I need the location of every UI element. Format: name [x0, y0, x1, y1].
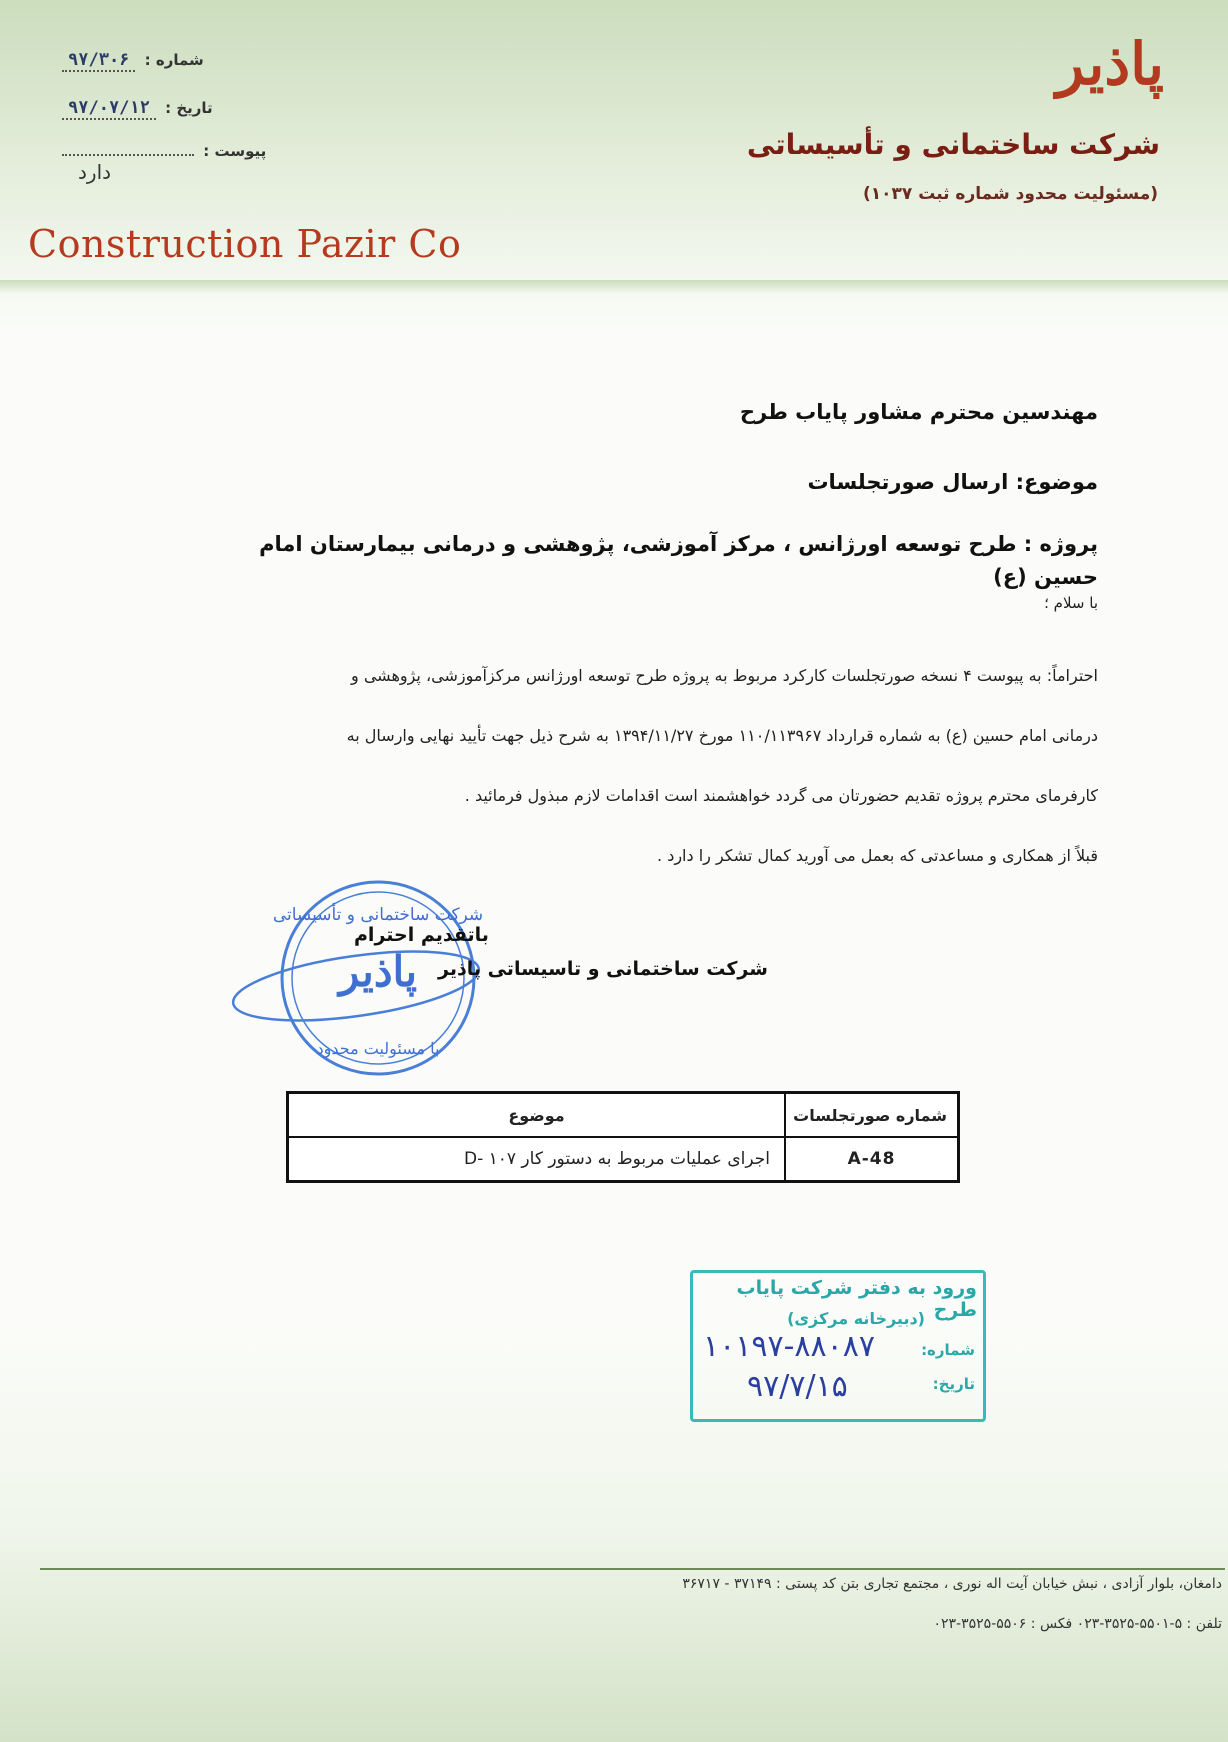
- letter-number-value: ۹۷/۳۰۶: [62, 50, 135, 72]
- closing: باتقدیم احترام: [354, 924, 489, 946]
- header-minutes-number: شماره صورتجلسات: [785, 1093, 958, 1137]
- letter-attachment-row: [62, 142, 266, 160]
- table-header-row: [288, 1093, 958, 1137]
- footer-phones: تلفن : ۵-۵۵۰۱-۳۵۲۵-۰۲۳ فکس : ۵۵۰۶-۳۵۲۵-۰۲۳: [933, 1616, 1222, 1632]
- company-registration: (مسئولیت محدود شماره ثبت ۱۰۳۷): [862, 184, 1158, 204]
- minutes-subject: اجرای عملیات مربوط به دستور کار ۱۰۷ -D: [288, 1137, 785, 1181]
- letter-attachment-label: پیوست :: [203, 142, 267, 160]
- letter-number-label: شماره :: [144, 51, 204, 69]
- company-seal: [228, 868, 498, 1098]
- addressee: مهندسین محترم مشاور پایاب طرح: [739, 400, 1098, 424]
- project-title: پروژه : طرح توسعه اورژانس ، مرکز آموزشی، پژوهشی و درمانی بیمارستان امام حسین (ع): [259, 532, 1098, 589]
- body-line: درمانی امام حسین (ع) به شماره قرارداد ۱۱۰/۱۱۳۹۶۷ مورخ ۱۳۹۴/۱۱/۲۷ به شرح ذیل جهت تأیید نهایی وارسال به: [346, 726, 1098, 745]
- letter-date-row: [62, 98, 213, 120]
- header-divider: [0, 280, 1228, 294]
- footer-divider: [40, 1568, 1225, 1570]
- body-line: کارفرمای محترم پروژه تقدیم حضورتان می گردد خواهشمند است اقدامات لازم مبذول فرمائید .: [464, 786, 1098, 805]
- seal-line-1: شرکت ساختمانی و تأسیساتی: [272, 905, 484, 925]
- letter-date-value: ۹۷/۰۷/۱۲: [62, 98, 156, 120]
- receipt-number-value: ۱۰۱۹۷-۸۸۰۸۷: [703, 1329, 875, 1364]
- letter-attachment-value: دارد: [78, 160, 112, 184]
- body-line: احتراماً: به پیوست ۴ نسخه صورتجلسات کارکرد مربوط به پروژه طرح توسعه اورژانس مرکزآموزشی، پژوهشی و: [351, 666, 1098, 685]
- receipt-date-value: ۹۷/۷/۱۵: [747, 1369, 848, 1404]
- receipt-number-label: شماره:: [921, 1341, 975, 1359]
- minutes-number: A-48: [785, 1137, 958, 1181]
- header-subject: موضوع: [288, 1093, 785, 1137]
- letter-body: [88, 646, 1098, 886]
- greeting: با سلام ؛: [1044, 594, 1098, 612]
- minutes-table: [287, 1092, 959, 1182]
- letter-attachment-line: [62, 154, 194, 156]
- receipt-subtitle: (دبیرخانه مرکزی): [787, 1309, 925, 1328]
- signature: شرکت ساختمانی و تاسیساتی پاذیر: [438, 958, 768, 980]
- letter-date-label: تاریخ :: [165, 99, 213, 117]
- seal-line-3: با مسئولیت محدود: [316, 1039, 440, 1058]
- table-row: [288, 1137, 958, 1181]
- footer-address: دامغان، بلوار آزادی ، نبش خیابان آیت اله نوری ، مجتمع تجاری بتن کد پستی : ۳۷۱۴۹ - ۳۶۷۱۷: [682, 1576, 1222, 1592]
- body-line: قبلاً از همکاری و مساعدتی که بعمل می آورید کمال تشکر را دارد .: [657, 846, 1098, 865]
- letter-number-row: [62, 50, 204, 72]
- receipt-date-label: تاریخ:: [932, 1375, 975, 1393]
- receipt-stamp: [690, 1270, 986, 1422]
- company-logo: پاذیر: [1056, 30, 1164, 98]
- letter-subject: موضوع: ارسال صورتجلسات: [807, 470, 1098, 494]
- seal-line-2: پاذیر: [338, 947, 418, 996]
- receipt-title: ورود به دفتر شرکت پایاب طرح: [736, 1277, 977, 1321]
- company-name-en: Construction Pazir Co: [28, 222, 462, 266]
- company-name-fa: شرکت ساختمانی و تأسیساتی: [746, 128, 1160, 161]
